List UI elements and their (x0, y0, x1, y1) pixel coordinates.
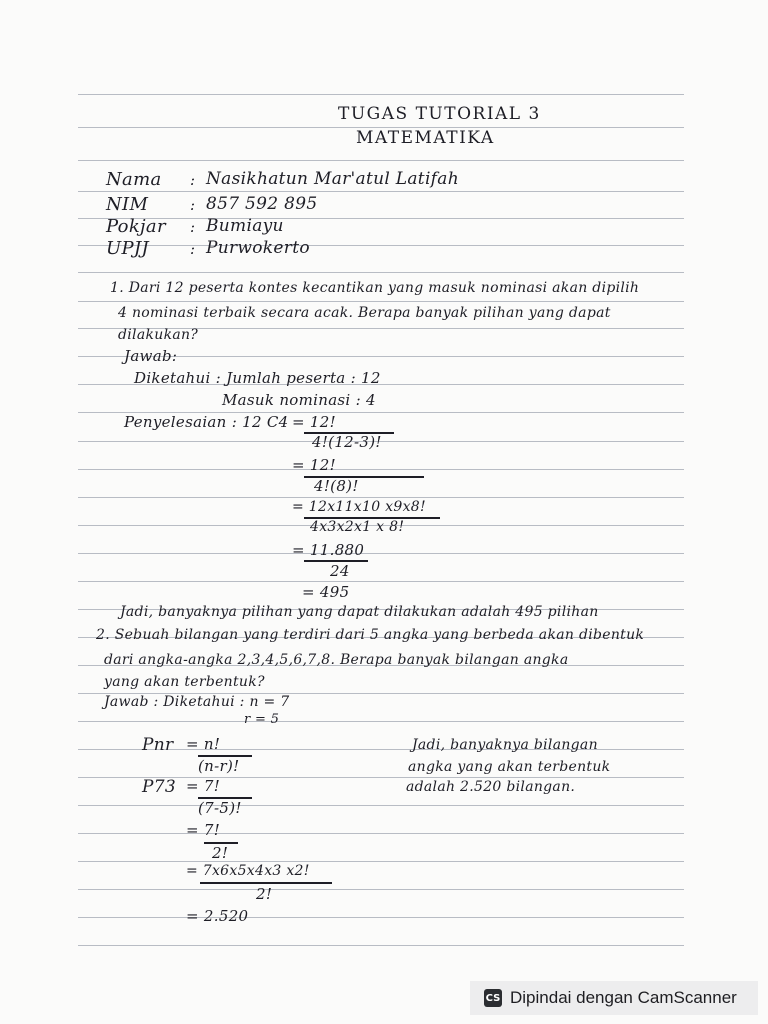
q1-text-line-2: 4 nominasi terbaik secara acak. Berapa banyak pilihan yang dapat (118, 305, 611, 321)
q2-f3-denominator: 2! (212, 844, 229, 862)
q1-step3-denominator: 4x3x2x1 x 8! (310, 519, 405, 535)
q1-step1-denominator: 4!(12-3)! (312, 433, 382, 451)
q1-step1-numerator: = 12! (292, 413, 336, 431)
q1-diketahui: Diketahui : Jumlah peserta : 12 (134, 369, 381, 387)
q2-f3-numerator: = 7! (186, 821, 221, 839)
q2-formula-lhs: Pnr (142, 735, 174, 755)
q2-f5-result: = 2.520 (186, 907, 249, 925)
ruled-line (78, 945, 684, 946)
q1-jawab: Jawab: (124, 347, 178, 365)
ruled-line (78, 94, 684, 95)
ruled-line (78, 861, 684, 862)
camscanner-watermark (470, 981, 758, 1015)
sep-upjj: : (190, 240, 196, 258)
value-upjj: Purwokerto (206, 238, 310, 258)
label-nama: Nama (106, 169, 162, 190)
q2-f2-numerator: = 7! (186, 777, 221, 795)
q2-conclusion-line-3: adalah 2.520 bilangan. (406, 779, 576, 795)
ruled-line (78, 721, 684, 722)
ruled-line (78, 917, 684, 918)
q2-text-line-3: yang akan terbentuk? (104, 674, 265, 690)
q1-conclusion: Jadi, banyaknya pilihan yang dapat dilakukan adalah 495 pilihan (120, 604, 599, 620)
ruled-line (78, 301, 684, 302)
q2-conclusion-line-2: angka yang akan terbentuk (408, 759, 611, 775)
ruled-line (78, 497, 684, 498)
ruled-line (78, 805, 684, 806)
q1-step4-denominator: 24 (330, 562, 350, 580)
ruled-line (78, 889, 684, 890)
q1-step2-denominator: 4!(8)! (314, 477, 359, 495)
q1-step2-numerator: = 12! (292, 456, 336, 474)
ruled-line (78, 191, 684, 192)
title-line-1: TUGAS TUTORIAL 3 (338, 104, 541, 124)
label-pokjar: Pokjar (106, 216, 166, 237)
ruled-line (78, 218, 684, 219)
q2-p73-lhs: P73 (142, 777, 176, 797)
label-upjj: UPJJ (106, 238, 149, 259)
sep-nama: : (190, 171, 196, 189)
title-line-2: MATEMATIKA (356, 128, 495, 148)
q2-r-value: r = 5 (244, 712, 280, 727)
value-nama: Nasikhatun Mar'atul Latifah (206, 169, 459, 189)
q1-step3-numerator: = 12x11x10 x9x8! (292, 499, 426, 515)
q2-f4-numerator: = 7x6x5x4x3 x2! (186, 863, 310, 879)
q2-f1-numerator: = n! (186, 735, 221, 753)
q1-step4-numerator: = 11.880 (292, 541, 365, 559)
q2-jawab: Jawab : Diketahui : n = 7 (104, 694, 290, 710)
ruled-line (78, 245, 684, 246)
value-pokjar: Bumiayu (206, 216, 284, 236)
q2-f2-denominator: (7-5)! (198, 799, 242, 817)
label-nim: NIM (106, 194, 149, 215)
ruled-line (78, 553, 684, 554)
ruled-line (78, 833, 684, 834)
ruled-line (78, 469, 684, 470)
q1-step5-result: = 495 (302, 583, 350, 601)
q2-f1-denominator: (n-r)! (198, 757, 240, 775)
ruled-line (78, 272, 684, 273)
q2-conclusion-line-1: Jadi, banyaknya bilangan (412, 737, 598, 753)
ruled-line (78, 581, 684, 582)
sep-pokjar: : (190, 218, 196, 236)
q2-text-line-1: 2. Sebuah bilangan yang terdiri dari 5 angka yang berbeda akan dibentuk (96, 627, 645, 643)
q1-penyelesaian: Penyelesaian : 12 C4 (124, 413, 289, 431)
q2-text-line-2: dari angka-angka 2,3,4,5,6,7,8. Berapa banyak bilangan angka (104, 652, 569, 668)
q1-text-line-3: dilakukan? (118, 327, 199, 343)
ruled-line (78, 160, 684, 161)
fraction-bar (200, 882, 332, 884)
q1-masuk-nominasi: Masuk nominasi : 4 (222, 391, 376, 409)
q1-text-line-1: 1. Dari 12 peserta kontes kecantikan yang masuk nominasi akan dipilih (110, 280, 640, 296)
camscanner-logo-icon: CS (484, 989, 502, 1007)
value-nim: 857 592 895 (206, 194, 318, 214)
q2-f4-denominator: 2! (256, 885, 273, 903)
camscanner-text: Dipindai dengan CamScanner (510, 988, 737, 1007)
sep-nim: : (190, 196, 196, 214)
